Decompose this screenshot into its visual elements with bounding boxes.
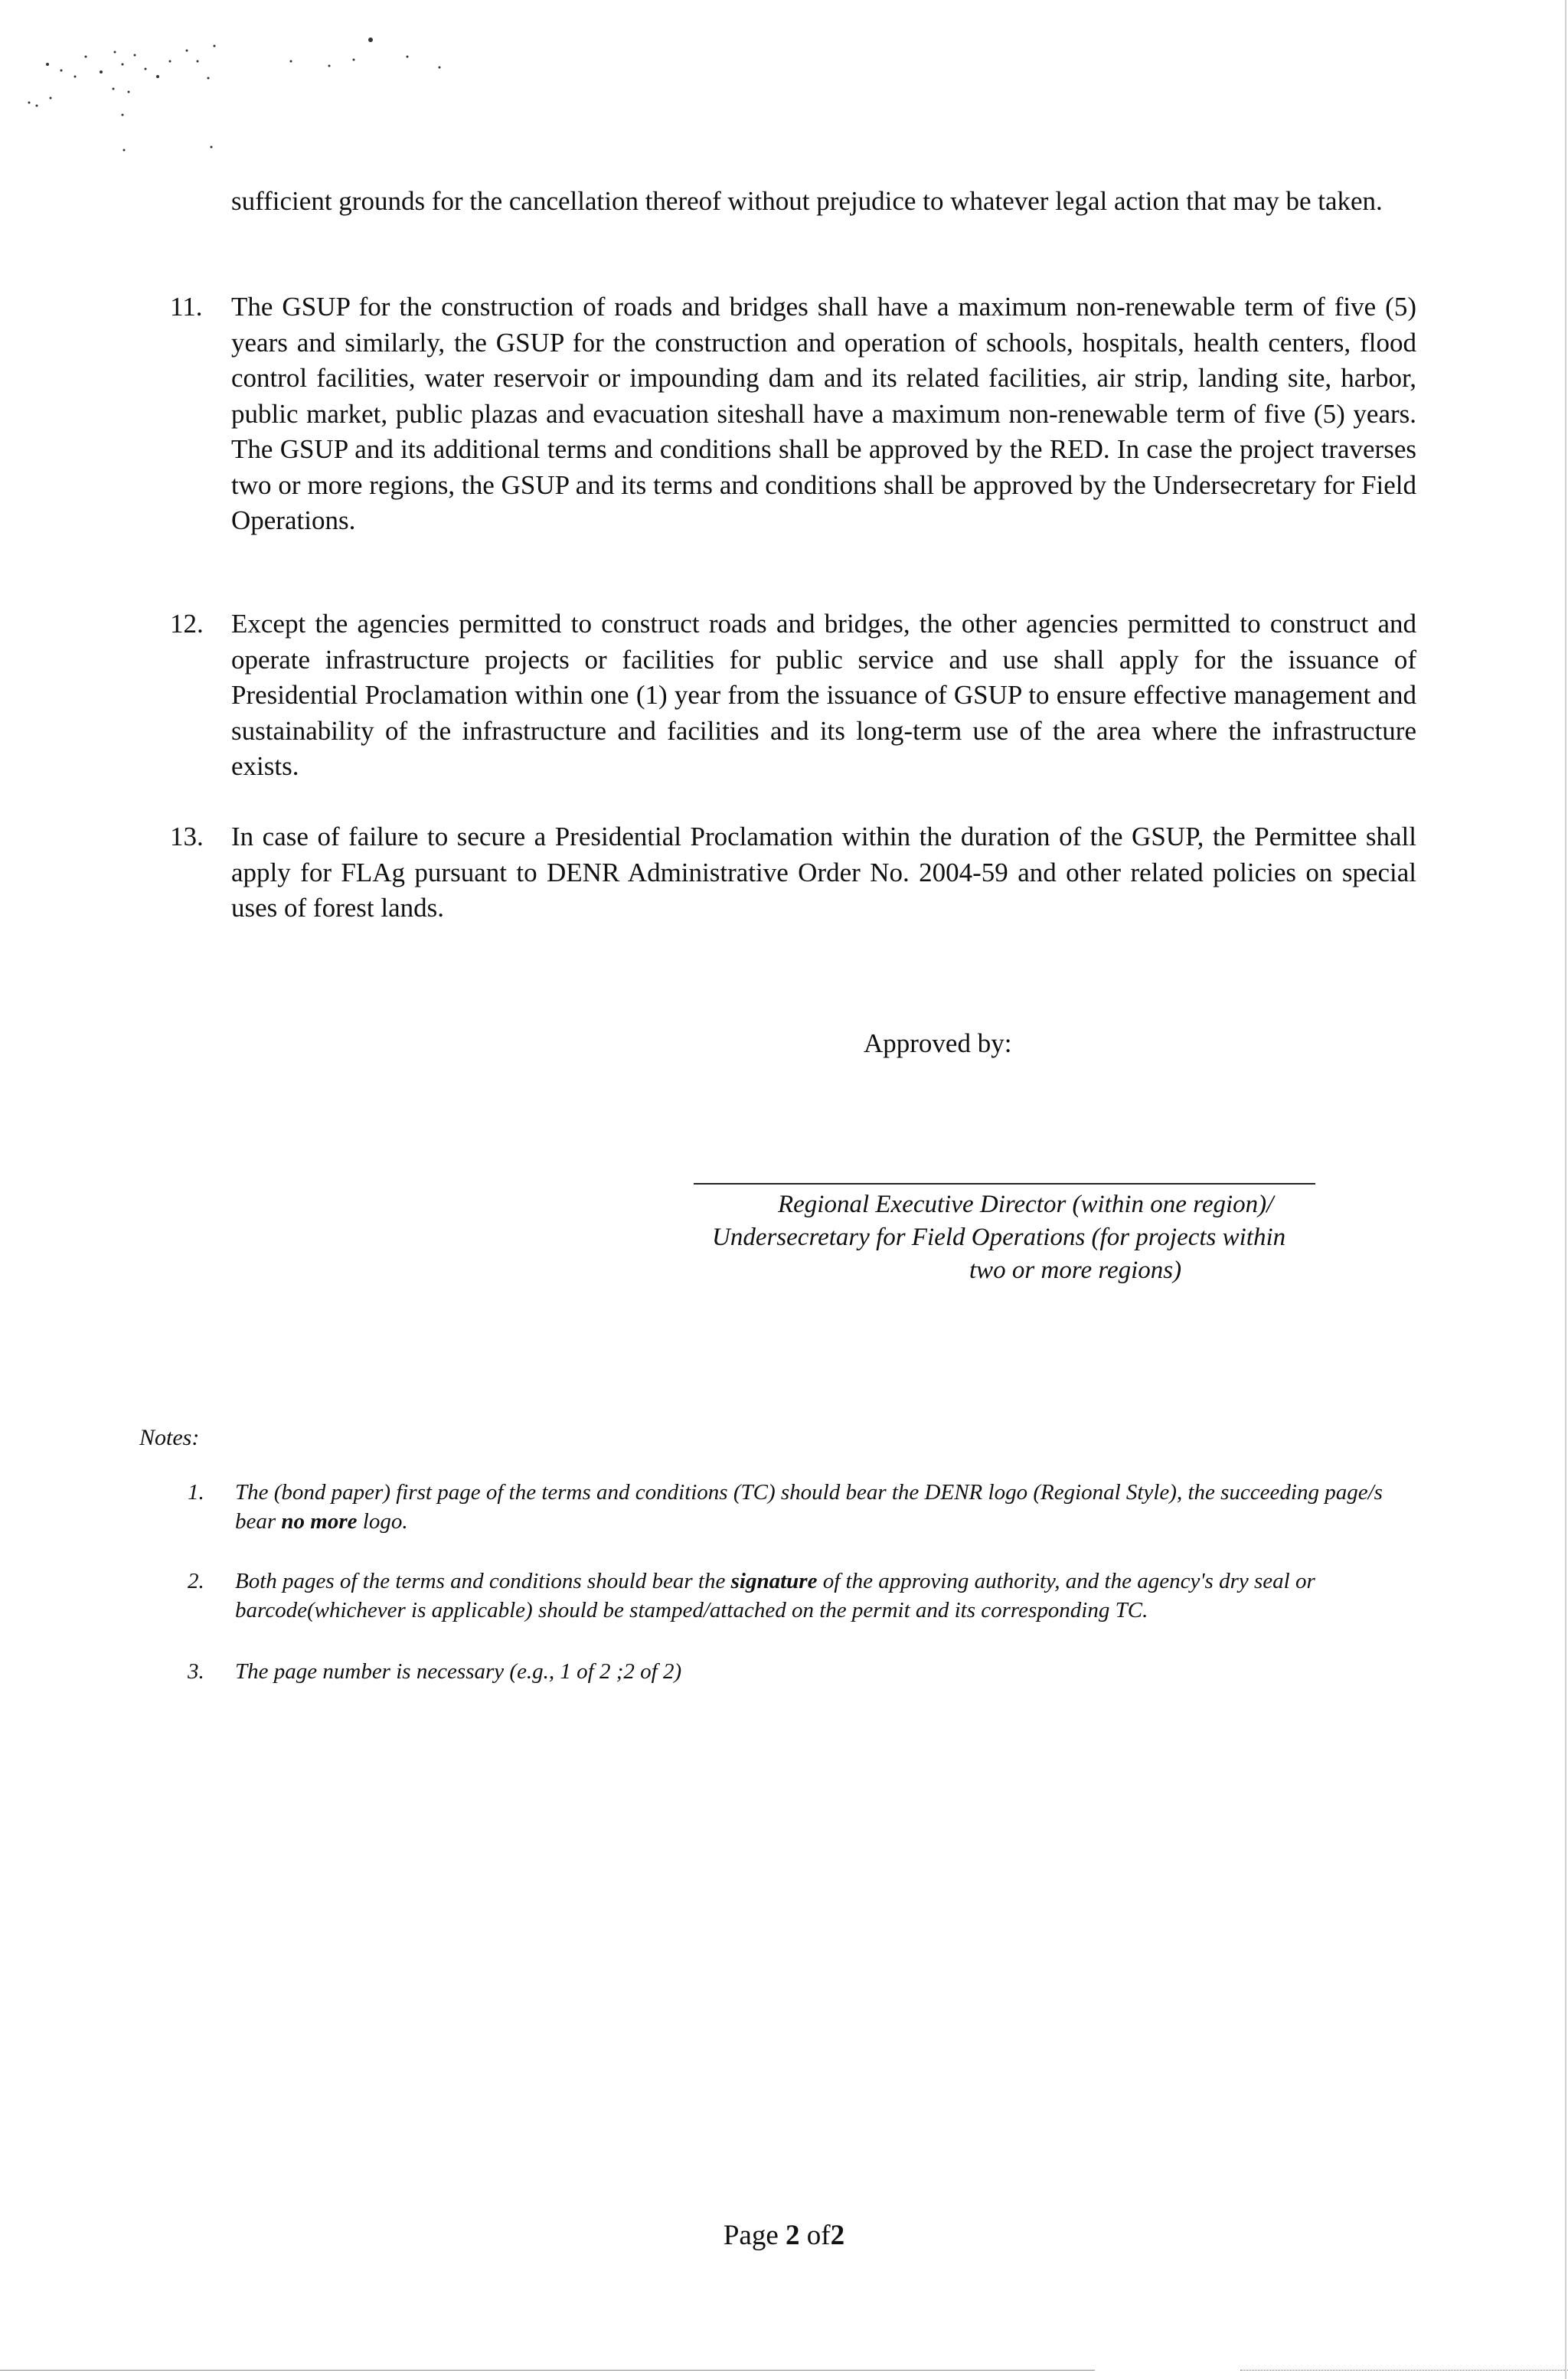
intro-paragraph: sufficient grounds for the cancellation thereof without prejudice to whatever legal action that may be taken. [231, 186, 1383, 216]
note-number: 1. [188, 1480, 204, 1505]
signatory-caption [694, 1188, 1429, 1287]
scan-right-edge [1565, 0, 1566, 2379]
note-item-1 [188, 1478, 1428, 1536]
note-number: 2. [188, 1569, 204, 1593]
signature-line [694, 1183, 1315, 1185]
list-item-text: Except the agencies permitted to construct roads and bridges, the other agencies permitted to construct and operate infrastructure projects or facilities for public service and use shall apply for the issuance of Presidential Proclamation within one (1) year from the issuance of GSUP to ensure effective management and sustainability of the infrastructure and facilities and its long-term use of the area where the infrastructure exists. [231, 609, 1416, 781]
list-item-12 [170, 606, 1416, 785]
list-item-number: 12. [170, 609, 204, 639]
signatory-caption-line-3: two or more regions) [969, 1256, 1182, 1284]
page-number [0, 2218, 1568, 2253]
note-text [235, 1567, 1428, 1625]
list-item-number: 13. [170, 822, 204, 851]
note-text [235, 1657, 1428, 1686]
note-text-part: The page number is necessary (e.g., 1 of 2 ;2 of 2) [235, 1659, 682, 1684]
note-text-part: Both pages of the terms and conditions should bear the [235, 1569, 731, 1593]
list-item-text: The GSUP for the construction of roads and bridges shall have a maximum non-renewable term of five (5) years and similarly, the GSUP for the construction and operation of schools, hospitals, health centers, flood control facilities, water reservoir or impounding dam and its related facilities, air strip, landing site, harbor, public market, public plazas and evacuation siteshall have a maximum non-renewable term of five (5) years. The GSUP and its additional terms and conditions shall be approved by the RED. In case the project traverses two or more regions, the GSUP and its terms and conditions shall be approved by the Undersecretary for Field Operations. [231, 292, 1416, 535]
note-text-part: logo. [357, 1509, 408, 1534]
note-emphasis: no more [281, 1509, 358, 1534]
note-text-part: The (bond paper) first page of the terms and conditions (TC) should bear the DENR logo (Regional Style), the succeeding page/s bear [235, 1480, 1383, 1534]
scan-bottom-edge-dotted [1240, 2370, 1568, 2371]
note-text [235, 1478, 1428, 1536]
list-item-11 [170, 289, 1416, 539]
page-number-total: 2 [830, 2220, 845, 2251]
note-emphasis: signature [730, 1569, 818, 1593]
list-item-text: In case of failure to secure a Presidential Proclamation within the duration of the GSUP, the Permittee shall apply for FLAg pursuant to DENR Administrative Order No. 2004-59 and other related policies on special uses of forest lands. [231, 822, 1416, 923]
note-item-2 [188, 1567, 1428, 1625]
page-number-current: 2 [786, 2220, 800, 2251]
page-number-of: of [806, 2220, 831, 2251]
scan-speckle-marks [0, 0, 490, 168]
list-item-13 [170, 819, 1416, 926]
approved-by-label: Approved by: [864, 1028, 1012, 1058]
note-number: 3. [188, 1659, 204, 1684]
signatory-caption-line-2: Undersecretary for Field Operations (for projects within [712, 1224, 1286, 1251]
signatory-caption-line-1: Regional Executive Director (within one region)/ [778, 1191, 1274, 1218]
list-item-number: 11. [170, 292, 203, 322]
scan-bottom-edge [0, 2370, 1095, 2371]
note-item-3 [188, 1657, 1428, 1686]
page-number-label: Page [723, 2220, 779, 2251]
note-text-part: of the approving authority, and the agency's dry seal or barcode(whichever is applicable) should be stamped/attached on the permit and its corresponding TC. [235, 1569, 1315, 1622]
notes-heading: Notes: [139, 1425, 200, 1450]
